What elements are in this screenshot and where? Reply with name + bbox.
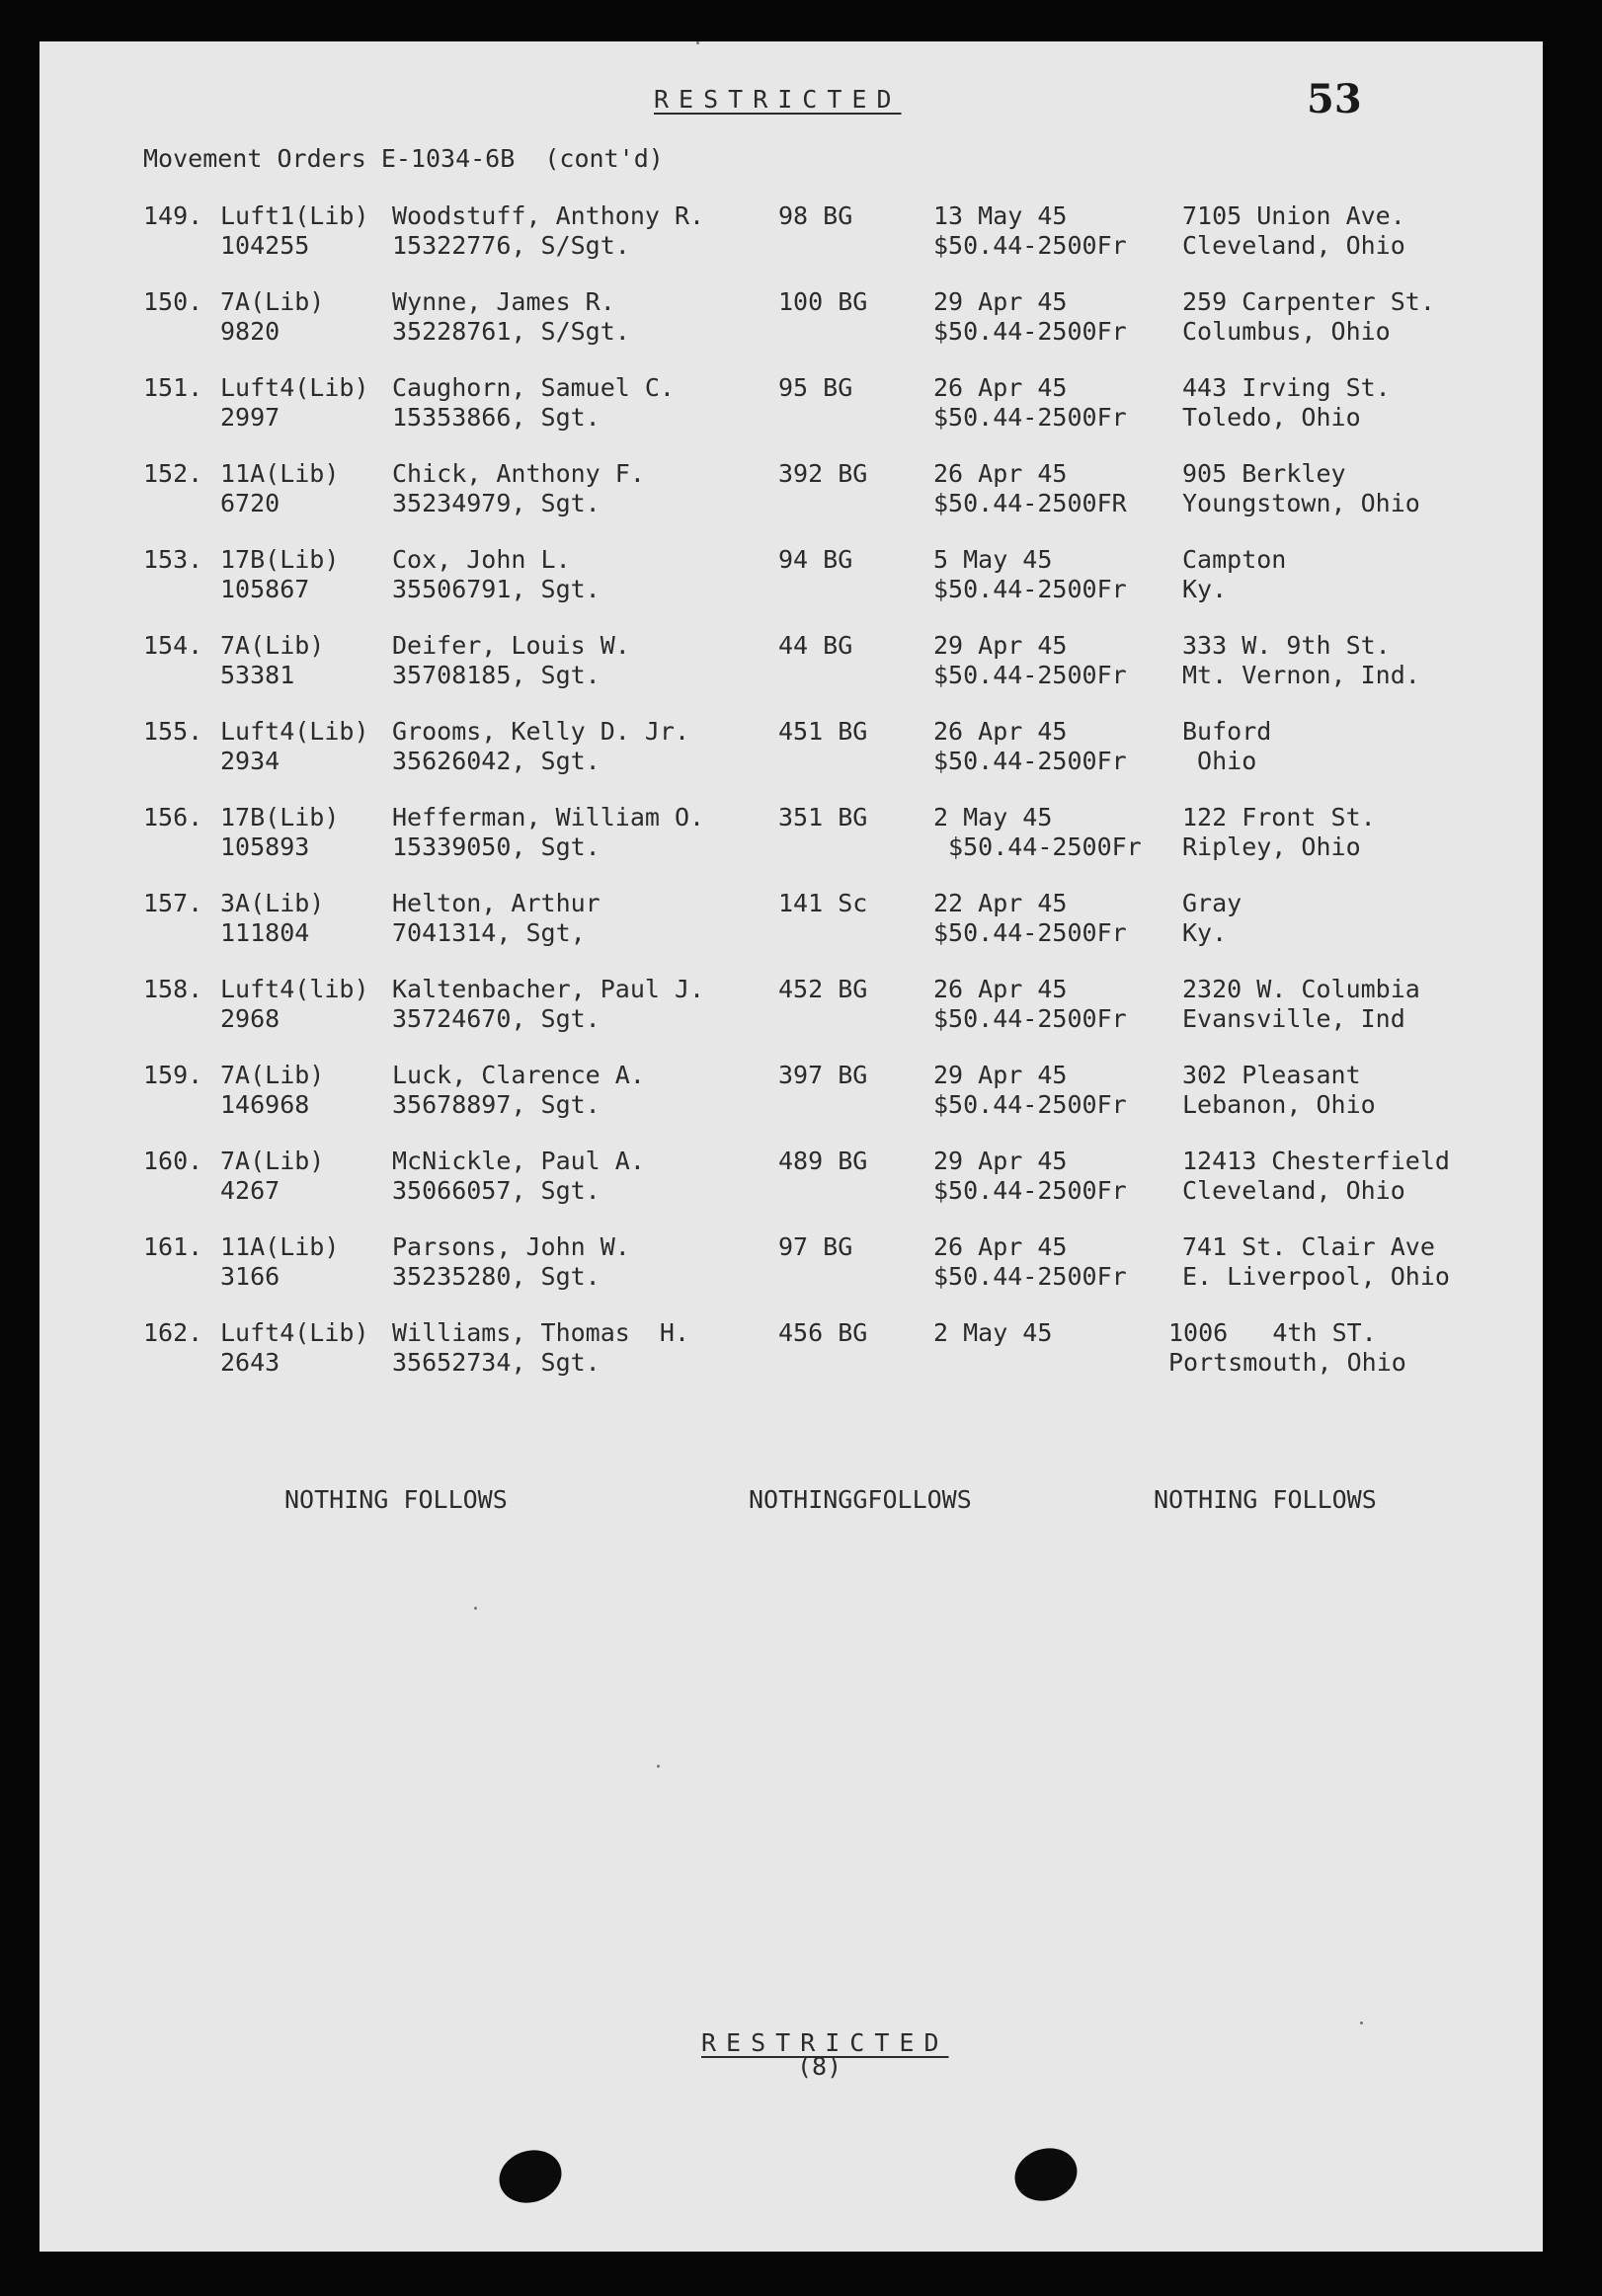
entry-number: 154. xyxy=(143,631,203,660)
entry-address-line1: Campton xyxy=(1182,545,1287,574)
entry-serial-rank: 35724670, Sgt. xyxy=(392,1004,601,1033)
entry-serial-rank: 15353866, Sgt. xyxy=(392,403,601,432)
entry-camp-number: 4267 xyxy=(220,1176,280,1205)
entry-unit: 456 BG xyxy=(778,1318,868,1347)
document-page xyxy=(40,41,1543,2252)
entry-row xyxy=(40,545,1543,604)
entry-row xyxy=(40,459,1543,518)
entry-unit: 44 BG xyxy=(778,631,853,660)
entry-unit: 100 BG xyxy=(778,287,868,316)
entry-date: 26 Apr 45 xyxy=(933,1232,1068,1261)
entry-name: Deifer, Louis W. xyxy=(392,631,630,660)
entry-number: 152. xyxy=(143,459,203,488)
entry-name: Caughorn, Samuel C. xyxy=(392,373,675,402)
entry-pay: $50.44-2500Fr xyxy=(933,575,1127,603)
entry-camp: Luft4(lib) xyxy=(220,975,369,1003)
entry-date: 2 May 45 xyxy=(933,1318,1053,1347)
entry-row xyxy=(40,717,1543,776)
entry-number: 156. xyxy=(143,803,203,831)
entry-camp: 3A(Lib) xyxy=(220,889,325,917)
entry-camp-number: 9820 xyxy=(220,317,280,346)
entry-address-line1: 302 Pleasant xyxy=(1182,1061,1361,1089)
entry-unit: 141 Sc xyxy=(778,889,868,917)
entry-number: 157. xyxy=(143,889,203,917)
entry-date: 26 Apr 45 xyxy=(933,975,1068,1003)
entry-row xyxy=(40,1147,1543,1206)
entry-address-line2: Youngstown, Ohio xyxy=(1182,489,1420,517)
entry-date: 26 Apr 45 xyxy=(933,373,1068,402)
entry-number: 153. xyxy=(143,545,203,574)
entry-address-line1: 443 Irving St. xyxy=(1182,373,1391,402)
entry-date: 29 Apr 45 xyxy=(933,631,1068,660)
entry-number: 160. xyxy=(143,1147,203,1175)
entry-number: 159. xyxy=(143,1061,203,1089)
entry-camp-number: 146968 xyxy=(220,1090,310,1119)
entry-camp-number: 105867 xyxy=(220,575,310,603)
entry-pay: $50.44-2500Fr xyxy=(933,832,1142,861)
entry-address-line1: 7105 Union Ave. xyxy=(1182,201,1405,230)
entry-address-line1: 905 Berkley xyxy=(1182,459,1346,488)
entry-name: Woodstuff, Anthony R. xyxy=(392,201,705,230)
entry-row xyxy=(40,1318,1543,1378)
entry-date: 2 May 45 xyxy=(933,803,1053,831)
entry-camp: 11A(Lib) xyxy=(220,1232,340,1261)
entry-number: 161. xyxy=(143,1232,203,1261)
entry-address-line2: E. Liverpool, Ohio xyxy=(1182,1262,1450,1291)
entry-unit: 392 BG xyxy=(778,459,868,488)
entry-serial-rank: 35228761, S/Sgt. xyxy=(392,317,630,346)
punch-hole-right xyxy=(1008,2140,1084,2208)
entry-camp: 17B(Lib) xyxy=(220,545,340,574)
nothing-follows-center: NOTHINGGFOLLOWS xyxy=(749,1485,972,1514)
entry-camp-number: 2643 xyxy=(220,1348,280,1377)
entry-pay: $50.44-2500Fr xyxy=(933,403,1127,432)
entry-row xyxy=(40,975,1543,1034)
entry-address-line2: Lebanon, Ohio xyxy=(1182,1090,1376,1119)
entry-camp-number: 53381 xyxy=(220,661,295,689)
entry-address-line1: Gray xyxy=(1182,889,1242,917)
entry-date: 29 Apr 45 xyxy=(933,1061,1068,1089)
entry-serial-rank: 35626042, Sgt. xyxy=(392,747,601,775)
entry-unit: 94 BG xyxy=(778,545,853,574)
entry-date: 5 May 45 xyxy=(933,545,1053,574)
entry-camp: Luft4(Lib) xyxy=(220,717,369,746)
entry-number: 150. xyxy=(143,287,203,316)
entry-pay: $50.44-2500FR xyxy=(933,489,1127,517)
entry-camp-number: 6720 xyxy=(220,489,280,517)
entry-row xyxy=(40,287,1543,347)
entry-pay: $50.44-2500Fr xyxy=(933,1004,1127,1033)
paper-speck xyxy=(696,41,699,44)
entry-pay: $50.44-2500Fr xyxy=(933,1176,1127,1205)
entry-date: 29 Apr 45 xyxy=(933,287,1068,316)
entry-address-line1: 122 Front St. xyxy=(1182,803,1376,831)
entry-serial-rank: 35506791, Sgt. xyxy=(392,575,601,603)
entry-name: Chick, Anthony F. xyxy=(392,459,645,488)
entry-unit: 452 BG xyxy=(778,975,868,1003)
paper-speck xyxy=(1360,2021,1363,2024)
entry-camp: Luft1(Lib) xyxy=(220,201,369,230)
entry-date: 26 Apr 45 xyxy=(933,459,1068,488)
entry-pay: $50.44-2500Fr xyxy=(933,231,1127,260)
entry-camp: Luft4(Lib) xyxy=(220,373,369,402)
entry-number: 151. xyxy=(143,373,203,402)
entry-date: 26 Apr 45 xyxy=(933,717,1068,746)
entry-camp-number: 104255 xyxy=(220,231,310,260)
entry-pay: $50.44-2500Fr xyxy=(933,661,1127,689)
entry-unit: 95 BG xyxy=(778,373,853,402)
entry-row xyxy=(40,1061,1543,1120)
entry-row xyxy=(40,631,1543,690)
entry-row xyxy=(40,803,1543,862)
entry-camp-number: 2968 xyxy=(220,1004,280,1033)
entry-name: Helton, Arthur xyxy=(392,889,601,917)
entry-pay: $50.44-2500Fr xyxy=(933,747,1127,775)
entry-camp-number: 2997 xyxy=(220,403,280,432)
header-classification: RESTRICTED xyxy=(654,85,902,114)
entry-address-line2: Ky. xyxy=(1182,575,1228,603)
entry-address-line1: 12413 Chesterfield xyxy=(1182,1147,1450,1175)
document-subtitle: Movement Orders E-1034-6B (cont'd) xyxy=(143,144,664,173)
punch-hole-left xyxy=(493,2142,569,2210)
entry-unit: 489 BG xyxy=(778,1147,868,1175)
entry-serial-rank: 15322776, S/Sgt. xyxy=(392,231,630,260)
entry-camp: 17B(Lib) xyxy=(220,803,340,831)
entry-name: Kaltenbacher, Paul J. xyxy=(392,975,705,1003)
entry-serial-rank: 15339050, Sgt. xyxy=(392,832,601,861)
entry-camp: Luft4(Lib) xyxy=(220,1318,369,1347)
entry-address-line2: Ripley, Ohio xyxy=(1182,832,1361,861)
entry-number: 162. xyxy=(143,1318,203,1347)
entry-row xyxy=(40,201,1543,261)
entry-serial-rank: 7041314, Sgt, xyxy=(392,918,586,947)
entry-camp: 7A(Lib) xyxy=(220,1061,325,1089)
nothing-follows-left: NOTHING FOLLOWS xyxy=(284,1485,508,1514)
entry-unit: 98 BG xyxy=(778,201,853,230)
entry-address-line1: 2320 W. Columbia xyxy=(1182,975,1420,1003)
entry-serial-rank: 35234979, Sgt. xyxy=(392,489,601,517)
entry-serial-rank: 35235280, Sgt. xyxy=(392,1262,601,1291)
entry-address-line2: Columbus, Ohio xyxy=(1182,317,1391,346)
entry-row xyxy=(40,889,1543,948)
entry-camp: 7A(Lib) xyxy=(220,287,325,316)
entry-camp: 11A(Lib) xyxy=(220,459,340,488)
entry-serial-rank: 35678897, Sgt. xyxy=(392,1090,601,1119)
entry-pay: $50.44-2500Fr xyxy=(933,918,1127,947)
entry-address-line1: 333 W. 9th St. xyxy=(1182,631,1391,660)
entry-address-line1: 741 St. Clair Ave xyxy=(1182,1232,1435,1261)
footer-classification: RESTRICTED xyxy=(701,2028,949,2057)
entry-name: Parsons, John W. xyxy=(392,1232,630,1261)
entry-name: Williams, Thomas H. xyxy=(392,1318,690,1347)
entry-camp-number: 111804 xyxy=(220,918,310,947)
entry-address-line2: Ky. xyxy=(1182,918,1228,947)
entry-address-line2: Toledo, Ohio xyxy=(1182,403,1361,432)
entry-camp-number: 2934 xyxy=(220,747,280,775)
entry-name: Luck, Clarence A. xyxy=(392,1061,645,1089)
paper-speck xyxy=(657,1765,660,1768)
entry-address-line2: Evansville, Ind xyxy=(1182,1004,1405,1033)
entry-serial-rank: 35066057, Sgt. xyxy=(392,1176,601,1205)
entry-unit: 451 BG xyxy=(778,717,868,746)
entry-address-line2: Portsmouth, Ohio xyxy=(1168,1348,1406,1377)
entry-camp: 7A(Lib) xyxy=(220,1147,325,1175)
entry-pay: $50.44-2500Fr xyxy=(933,317,1127,346)
entry-date: 13 May 45 xyxy=(933,201,1068,230)
entry-name: Hefferman, William O. xyxy=(392,803,705,831)
page-number: 53 xyxy=(1307,76,1362,122)
entry-camp: 7A(Lib) xyxy=(220,631,325,660)
footer-page-reference: (8) xyxy=(797,2052,842,2081)
entry-address-line2: Cleveland, Ohio xyxy=(1182,231,1405,260)
entry-address-line1: Buford xyxy=(1182,717,1272,746)
entry-date: 22 Apr 45 xyxy=(933,889,1068,917)
entry-address-line1: 259 Carpenter St. xyxy=(1182,287,1435,316)
entry-name: Grooms, Kelly D. Jr. xyxy=(392,717,690,746)
entry-unit: 397 BG xyxy=(778,1061,868,1089)
entry-name: Wynne, James R. xyxy=(392,287,615,316)
entry-serial-rank: 35652734, Sgt. xyxy=(392,1348,601,1377)
nothing-follows-right: NOTHING FOLLOWS xyxy=(1154,1485,1377,1514)
entry-name: McNickle, Paul A. xyxy=(392,1147,645,1175)
entry-address-line2: Cleveland, Ohio xyxy=(1182,1176,1405,1205)
entry-unit: 351 BG xyxy=(778,803,868,831)
entry-camp-number: 3166 xyxy=(220,1262,280,1291)
paper-speck xyxy=(474,1607,477,1610)
entry-name: Cox, John L. xyxy=(392,545,571,574)
entry-row xyxy=(40,373,1543,433)
entry-camp-number: 105893 xyxy=(220,832,310,861)
entry-number: 149. xyxy=(143,201,203,230)
entry-serial-rank: 35708185, Sgt. xyxy=(392,661,601,689)
entry-pay: $50.44-2500Fr xyxy=(933,1262,1127,1291)
entry-row xyxy=(40,1232,1543,1292)
entry-address-line2: Ohio xyxy=(1182,747,1257,775)
entry-date: 29 Apr 45 xyxy=(933,1147,1068,1175)
entry-address-line2: Mt. Vernon, Ind. xyxy=(1182,661,1420,689)
entry-unit: 97 BG xyxy=(778,1232,853,1261)
entry-number: 155. xyxy=(143,717,203,746)
entry-address-line1: 1006 4th ST. xyxy=(1168,1318,1377,1347)
entry-pay: $50.44-2500Fr xyxy=(933,1090,1127,1119)
entry-number: 158. xyxy=(143,975,203,1003)
